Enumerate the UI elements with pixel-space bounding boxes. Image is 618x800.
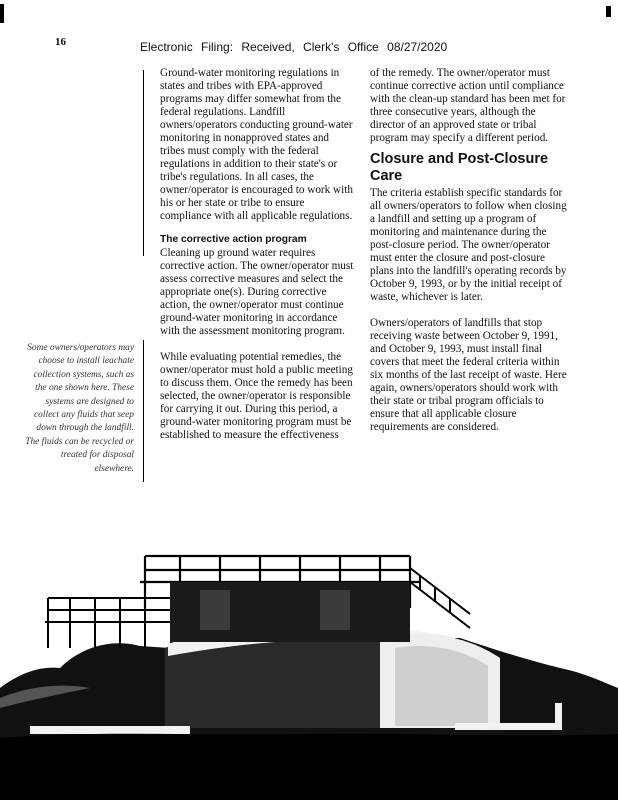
- sidebar-rule-bottom: [143, 340, 144, 482]
- scan-mark-right: [606, 6, 611, 17]
- page-number: 16: [55, 36, 66, 48]
- leachate-collection-photo: [0, 498, 618, 800]
- sidebar-rule-top: [143, 70, 144, 256]
- filing-stamp: Electronic Filing: Received, Clerk's Office 08/27/2020: [140, 40, 448, 54]
- remedy-continuation-paragraph: of the remedy. The owner/operator must continue corrective action until compliance with the clean-up standard has been met for three consecutive years, although the director of an approved state or tribal program may specify a different period.: [370, 67, 566, 144]
- scan-mark-left: [0, 4, 4, 23]
- final-cover-paragraph: Owners/operators of landfills that stop receiving waste between October 9, 1991, and October 9, 1993, must install final covers that meet the federal criteria within six months of the last receipt of waste. Here again, owners/operators should work with their state or tribal program officials to ensure that all applicable closure requirements are considered.: [370, 317, 567, 433]
- intro-paragraph: Ground-water monitoring regulations in states and tribes with EPA-approved programs may differ somewhat from the federal regulations. Landfill owners/operators conducting ground-water monitoring in nonapproved states and tribes must comply with the federal regulations in addition to their state's or tribe's regulations. In all cases, the owner/operator is encouraged to work with his or her state or tribe to ensure compliance with all applicable regulations.: [160, 67, 353, 222]
- sidebar-caption: Some owners/operators may choose to install leachate collection systems, such as the one shown here. These systems are designed to collect any fluids that seep down through the landfill. The fluids can be recycled or treated for disposal elsewhere.: [25, 343, 134, 474]
- corrective-action-subheading: The corrective action program: [160, 234, 307, 245]
- right-column: [370, 67, 568, 434]
- closure-criteria-paragraph: The criteria establish specific standards for all owners/operators to follow when closing a landfill and setting up a program of monitoring and maintenance during the post-closure period. The owner/operator must enter the closure and post-closure plans into the landfill's operating records by October 9, 1993, or by the initial receipt of waste, whichever is later.: [370, 187, 567, 303]
- closure-heading: Closure and Post-Closure Care: [370, 151, 549, 184]
- corrective-action-paragraph: Cleaning up ground water requires corrective action. The owner/operator must assess corrective measures and select the appropriate one(s). During corrective action, the owner/operator must continue ground-water monitoring in accordance with the assessment monitoring program.: [160, 247, 354, 337]
- remedy-paragraph: While evaluating potential remedies, the owner/operator must hold a public meeting to discuss them. Once the remedy has been selected, the owner/operator is responsible for carrying it out. During this period, a ground-water monitoring program must be established to measure the effectiveness: [160, 351, 353, 441]
- left-column: [160, 67, 354, 442]
